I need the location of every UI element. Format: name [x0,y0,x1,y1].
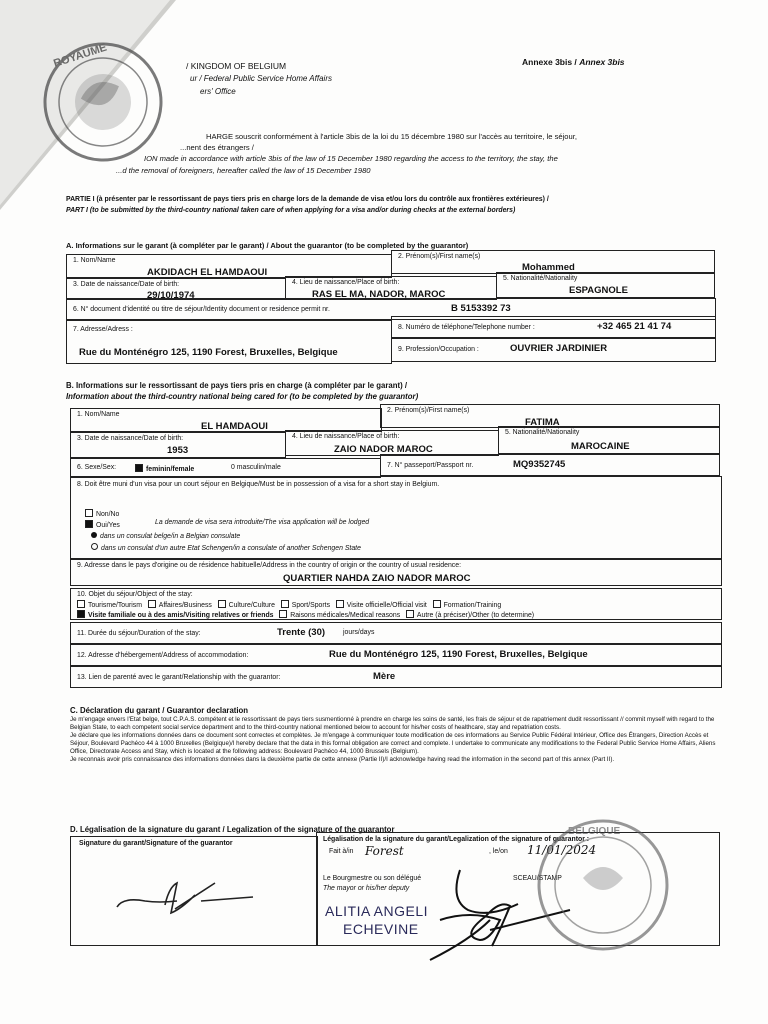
visa-non-label: Non/No [96,511,120,518]
signature-label: Signature du garant/Signature of the guarantor [79,840,233,847]
objet-row-1 [77,600,501,610]
b-prenom-label: 2. Prénom(s)/First name(s) [387,407,470,414]
b-objet-label: 10. Objet du séjour/Object of the stay: [77,591,193,598]
svg-text:BELGIQUE: BELGIQUE [568,826,621,837]
b-sexe-male-label[interactable]: 0 masculin/male [231,464,281,471]
a-pob-label: 4. Lieu de naissance/Place of birth: [292,279,400,286]
consulat-be-option[interactable] [91,532,240,541]
visa-oui-checkbox[interactable] [85,520,93,528]
visa-oui-option[interactable] [85,520,120,530]
obj-medicales-option[interactable] [279,612,400,619]
a-dob-label: 3. Date de naissance/Date of birth: [73,281,180,288]
a-addr-value: Rue du Monténégro 125, 1190 Forest, Bruxelles, Belgique [79,347,338,358]
obj-autre-checkbox[interactable] [406,610,414,618]
visa-non-checkbox[interactable] [85,509,93,517]
b-duree-cell [70,622,722,644]
b-origin-value: QUARTIER NAHDA ZAIO NADOR MAROC [283,573,471,584]
obj-officielle-checkbox[interactable] [336,600,344,608]
header-federal: ur / Federal Public Service Home Affairs [190,74,332,83]
b-origin-cell [70,558,722,586]
obj-sport-label: Sport/Sports [291,602,331,609]
a-nat-value: ESPAGNOLE [569,285,628,296]
svg-text:ROYAUME: ROYAUME [52,41,109,71]
a-prenom-cell [391,250,715,274]
intro-line-1: HARGE souscrit conformément à l'article 3bis de la loi du 15 décembre 1980 sur l'accès au territoire, le séjour, [206,132,577,141]
a-nat-label: 5. Nationalité/Nationality [503,275,578,282]
obj-affaires-checkbox[interactable] [148,600,156,608]
intro-line-3: ION made in accordance with article 3bis of the law of 15 December 1980 regarding the access to the territory, the stay, the [144,154,558,163]
header-kingdom: / KINGDOM OF BELGIUM [186,61,287,71]
partie-line-2: PART I (to be submitted by the third-country national taken care of when applying for a visa and/or during checks at the external borders) [66,207,516,214]
objet-row-2 [77,610,534,620]
b-dob-cell [70,432,286,458]
bourgmestre-label-en: The mayor or his/her deputy [323,885,410,892]
b-lien-value: Mère [373,671,396,682]
a-nom-cell [66,254,392,278]
a-pob-value: RAS EL MA, NADOR, MAROC [312,289,446,300]
b-objet-cell [70,588,722,620]
section-c-para-1: Je m'engage envers l'Etat belge, tout C.P.A.S. compétent et le ressortissant de pays tiers susmentionné à prendre en charge les soins de santé, les frais de séjour et de rapatriement dudit ressortissant // commit myself with regard to the Belgian State, to each competent social service department and to the third-country national mentioned below to account for his/her costs of healthcare, stay and repatriation costs. [70,716,715,731]
fait-value: Forest [365,844,404,858]
obj-affaires-label: Affaires/Business [158,602,212,609]
obj-medicales-checkbox[interactable] [279,610,287,618]
a-prof-value: OUVRIER JARDINIER [510,343,608,354]
header-office: ers' Office [200,87,236,96]
b-pob-value: ZAIO NADOR MAROC [334,444,433,455]
b-prenom-value: FATIMA [525,417,560,428]
section-d-title: D. Légalisation de la signature du garant / Legalization of the signature of the guarantor [70,825,395,834]
b-sexe-label: 6. Sexe/Sex: [77,464,117,471]
obj-familiale-checkbox[interactable] [77,610,85,618]
b-lien-label: 13. Lien de parenté avec le garant/Relationship with the guarantor: [77,674,281,681]
b-sexe-female-option[interactable] [135,464,194,474]
b-duree-unit: jours/days [343,629,375,636]
a-addr-label: 7. Adresse/Adress : [73,326,133,333]
female-checkbox[interactable] [135,464,143,472]
a-tel-cell [391,316,716,338]
visa-lodged-text: La demande de visa sera introduite/The visa application will be lodged [155,519,370,526]
section-c-para-2: Je déclare que les informations données dans ce document sont correctes et complètes. Je m'engage à communiquer toute modification de ces informations au Service Public Fédéral Intérieur, Office des Étrangers, Direction Accès et Séjour, Boulevard Pachéco 44 à 1000 Bruxelles (Belgique)/I hereby declare that the data in this formal obligation are correct and complete. I undertake to communicate any modifications to the Federal Public Service Home Affairs, Aliens Office, Directorate Access and Stay, which is located at the following address: Boulevard Pachéco 44, 1000 Brussels (Belgium). [70,731,716,755]
obj-culture-label: Culture/Culture [228,602,275,609]
visa-non-option[interactable] [85,509,119,519]
a-nom-value: AKDIDACH EL HAMDAOUI [147,267,268,278]
stamp-name: ALITIA ANGELI [325,903,428,919]
b-nom-cell [70,408,382,432]
a-pob-cell [285,276,497,300]
b-pob-cell [285,430,499,456]
obj-familiale-label: Visite familiale ou à des amis/Visiting relatives or friends [88,612,274,619]
obj-culture-option[interactable] [218,602,275,609]
b-pob-label: 4. Lieu de naissance/Place of birth: [292,433,400,440]
a-dob-cell [66,278,286,300]
obj-tourisme-checkbox[interactable] [77,600,85,608]
section-c-para-3: Je reconnais avoir pris connaissance des informations données dans la deuxième partie de cette annexe (Partie II)/I acknowledge having read the information in the second part of this annex (Part II). [70,755,615,763]
b-pass-value: MQ9352745 [513,459,566,470]
b-origin-label: 9. Adresse dans le pays d'origine ou de résidence habituelle/Address in the country of origin or the country of usual residence: [77,562,461,569]
b-lien-cell [70,666,722,688]
a-tel-value: +32 465 21 41 74 [597,321,672,332]
partie-line-1: PARTIE I (à présenter par le ressortissant de pays tiers pris en charge lors de la demande de visa et/ou lors du contrôle aux frontières extérieures) / [66,196,549,203]
consulat-other-option[interactable] [91,543,361,553]
le-value: 11/01/2024 [527,843,597,857]
a-doc-label: 6. N° document d'identité ou titre de séjour/Identity document or residence permit nr. [73,306,330,313]
obj-officielle-option[interactable] [336,602,427,609]
b-nat-cell [498,426,720,454]
obj-familiale-option[interactable] [77,612,274,619]
obj-formation-label: Formation/Training [443,602,502,609]
obj-autre-option[interactable] [406,612,534,619]
annex-label [522,57,625,68]
a-dob-value: 29/10/1974 [147,290,195,301]
b-visa-question: 8. Doit être muni d'un visa pour un court séjour en Belgique/Must be in possession of a visa for a short stay in Belgium. [77,481,440,488]
b-nom-label: 1. Nom/Name [77,411,120,418]
b-pass-label: 7. N° passeport/Passport nr. [387,462,474,469]
legalization-label: Légalisation de la signature du garant/Legalization of the signature of guarantor : [323,836,590,843]
a-nom-label: 1. Nom/Name [73,257,116,264]
obj-autre-label: Autre (à préciser)/Other (to determine) [416,612,535,619]
section-a-title: A. Informations sur le garant (à compléter par le garant) / About the guarantor (to be completed by the guarantor) [66,241,469,250]
a-addr-cell [66,320,392,364]
annex-fr: Annexe 3bis / [522,57,577,67]
signature-box [70,836,318,946]
intro-line-2: ...nent des étrangers / [180,143,254,152]
a-prenom-label: 2. Prénom(s)/First name(s) [398,253,481,260]
obj-medicales-label: Raisons médicales/Medical reasons [290,612,401,619]
stamp-title: ECHEVINE [343,921,419,937]
intro-line-4: ...d the removal of foreigners, hereafter called the law of 15 December 1980 [116,166,371,175]
b-nat-label: 5. Nationalité/Nationality [505,429,580,436]
b-prenom-cell [380,404,720,428]
sceau-label: SCEAU/STAMP [513,875,562,882]
official-seal-bottom [528,810,678,960]
section-b-title-1: B. Informations sur le ressortissant de pays tiers pris en charge (à compléter par le garant) / [66,381,408,390]
a-prenom-value: Mohammed [522,262,575,273]
b-heberg-cell [70,644,722,666]
fait-label: Fait à/in [329,848,354,855]
b-duree-label: 11. Durée du séjour/Duration of the stay: [77,630,201,637]
obj-tourisme-option[interactable] [77,602,142,609]
obj-tourisme-label: Tourisme/Tourism [88,602,142,609]
b-heberg-label: 12. Adresse d'hébergement/Address of accommodation: [77,652,249,659]
a-doc-value: B 5153392 73 [451,303,511,314]
b-nat-value: MAROCAINE [571,441,630,452]
b-dob-label: 3. Date de naissance/Date of birth: [77,435,184,442]
b-dob-value: 1953 [167,445,189,456]
b-visa-cell [70,476,722,560]
a-prof-cell [391,338,716,362]
b-heberg-value: Rue du Monténégro 125, 1190 Forest, Bruxelles, Belgique [329,649,588,660]
consulat-be-radio[interactable] [91,532,97,538]
consulat-other-label: dans un consulat d'un autre Etat Schengen/in a consulate of another Schengen State [101,545,361,552]
consulat-other-radio[interactable] [91,543,98,550]
a-tel-label: 8. Numéro de téléphone/Telephone number : [398,324,535,331]
obj-sport-option[interactable] [281,602,330,609]
b-sexe-female-label: feminin/female [146,466,195,473]
obj-sport-checkbox[interactable] [281,600,289,608]
obj-formation-checkbox[interactable] [433,600,441,608]
guarantor-signature [111,867,271,927]
section-b-title-2: Information about the third-country national being cared for (to be completed by the guarantor) [66,392,419,401]
obj-culture-checkbox[interactable] [218,600,226,608]
a-nat-cell [496,272,715,298]
annex-en: Annex 3bis [579,57,625,67]
le-label: , le/on [489,848,508,855]
consulat-be-label: dans un consulat belge/in a Belgian consulate [100,533,241,540]
b-sexe-cell [70,458,381,478]
bourgmestre-label-fr: Le Bourgmestre ou son délégué [323,875,422,882]
section-c-title: C. Déclaration du garant / Guarantor declaration [70,706,249,715]
section-c-body [70,716,718,763]
official-seal-top [28,32,178,172]
obj-formation-option[interactable] [433,602,502,609]
b-duree-value: Trente (30) [277,627,326,638]
obj-officielle-label: Visite officielle/Official visit [346,602,427,609]
obj-affaires-option[interactable] [148,602,212,609]
a-prof-label: 9. Profession/Occupation : [398,346,479,353]
visa-oui-label: Oui/Yes [96,522,120,529]
b-pass-cell [380,454,720,476]
b-nom-value: EL HAMDAOUI [201,421,268,432]
